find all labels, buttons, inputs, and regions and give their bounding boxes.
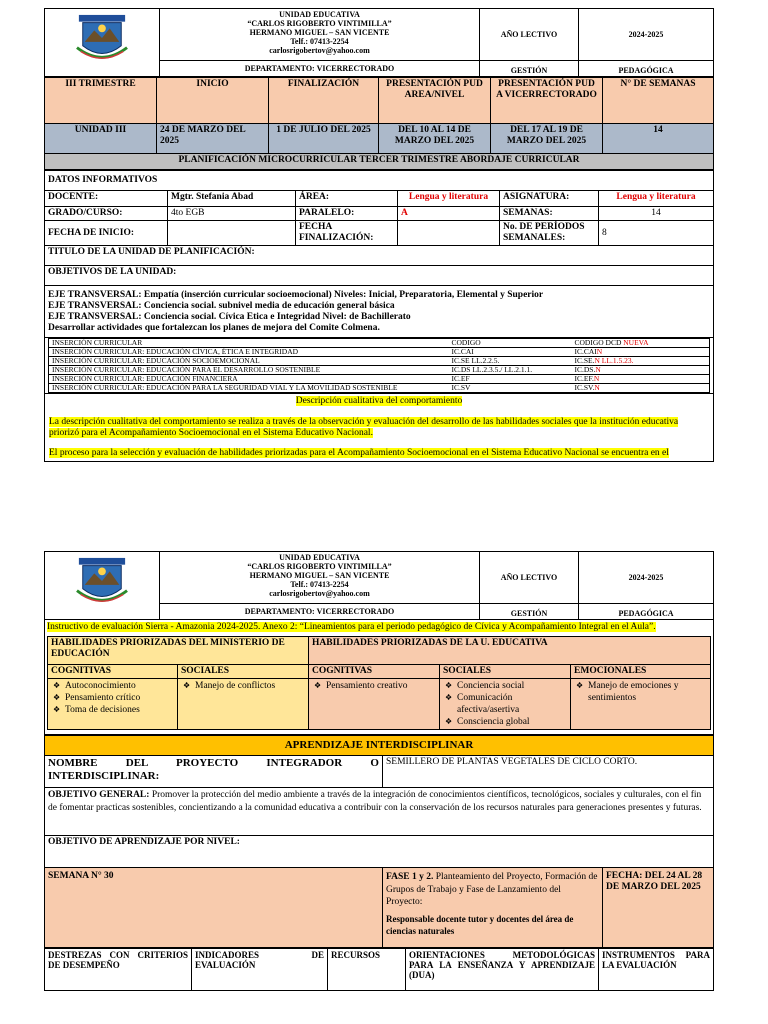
insercion-code: IC.SV	[451, 383, 471, 392]
schedule-header: PRESENTACIÓN PUD A VICERRECTORADO	[491, 78, 603, 124]
page-1	[44, 8, 714, 462]
periodos-label: No. DE PERÍODOS SEMANALES:	[500, 221, 599, 246]
responsable-note: Responsable docente tutor y docentes del área de ciencias naturales	[386, 913, 574, 936]
instructivo-note: Instructivo de evaluación Sierra - Amazonia 2024-2025. Anexo 2: “Lineamientos para el periodo pedagógico de Cívica y Acompañamiento Integral en el Aula”.	[47, 622, 656, 632]
insercion-code: IC.DS LL.2.3.5./ LL.2.1.1.	[451, 365, 533, 374]
schedule-value: UNIDAD III	[45, 124, 157, 154]
list-item: ❖ Autoconocimiento	[65, 680, 174, 692]
list-item: ❖ Manejo de emociones y sentimientos	[588, 680, 707, 704]
schedule-header: INICIO	[157, 78, 269, 124]
aprendizaje-interdisciplinar-title: APRENDIZAJE INTERDISCIPLINAR	[45, 736, 714, 756]
schedule-value: 14	[603, 124, 714, 154]
department: DEPARTAMENTO: VICERRECTORADO	[160, 61, 480, 77]
objetivo-general: OBJETIVO GENERAL: Promover la protección del medio ambiente a través de la integración de conocimientos científicos, tecnológicos, sociales y culturales, con el fin de fomentar practicas sostenibles, concientizando a la comunidad educativa a contribuir con la conservación de los recursos naturales para generaciones presentes y futuras.	[45, 788, 714, 836]
schedule-header: PRESENTACIÓN PUD AREA/NIVEL	[379, 78, 491, 124]
insercion-code: IC.CAI	[451, 347, 474, 356]
proyecto-label: NOMBRE DEL PROYECTO INTEGRADOR O INTERDISCIPLINAR:	[45, 756, 383, 788]
col-orientaciones: ORIENTACIONES METODOLÓGICAS PARA LA ENSEÑANZA Y APRENDIZAJE (DUA)	[406, 949, 599, 991]
header-line: “CARLOS RIGOBERTO VINTIMILLA”	[247, 19, 392, 28]
header-line: “CARLOS RIGOBERTO VINTIMILLA”	[247, 562, 392, 571]
list-item: ❖ Pensamiento creativo	[326, 680, 436, 692]
section-datos-informativos: DATOS INFORMATIVOS	[45, 171, 714, 191]
asignatura-label: ASIGNATURA:	[500, 191, 599, 207]
area-value: Lengua y literatura	[398, 191, 500, 207]
asignatura-value: Lengua y literatura	[599, 191, 714, 207]
col-recursos: RECURSOS	[328, 949, 406, 991]
paralelo-label: PARALELO:	[296, 207, 398, 221]
descripcion-paragraph: El proceso para la selección y evaluación de habilidades priorizadas para el Acompañamiento Socioemocional en el Sistema Educativo Nacional se encuentra en el	[49, 448, 669, 458]
proyecto-table	[44, 735, 714, 948]
min-cognitivas-list	[48, 679, 178, 730]
header-line: carlosrigobertov@yahoo.com	[269, 46, 370, 55]
table-row	[49, 384, 710, 393]
eje-line: EJE TRANSVERSAL: Conciencia social. subnivel media de educación general básica	[48, 301, 395, 311]
area-label: ÁREA:	[296, 191, 398, 207]
pedagogica-label: PEDAGÓGICA	[579, 604, 714, 620]
school-header	[44, 551, 714, 620]
department: DEPARTAMENTO: VICERRECTORADO	[160, 604, 480, 620]
list-item: ❖ Conciencia social	[457, 680, 567, 692]
proyecto-value: SEMILLERO DE PLANTAS VEGETALES DE CICLO CORTO.	[383, 756, 714, 788]
ano-lectivo-label: AÑO LECTIVO	[480, 9, 579, 61]
insercion-code: IC.SE LL.2.2.5.	[451, 356, 500, 365]
ano-lectivo-value: 2024-2025	[579, 9, 714, 61]
insercion-header: INSERCIÓN CURRICULAR	[52, 338, 143, 347]
header-line: UNIDAD EDUCATIVA	[279, 553, 360, 562]
header-line: carlosrigobertov@yahoo.com	[269, 589, 370, 598]
school-logo-cell	[45, 552, 160, 620]
school-header	[44, 8, 714, 77]
insercion-cell	[45, 338, 714, 394]
header-line: HERMANO MIGUEL – SAN VICENTE	[249, 571, 390, 580]
header-line: Telf.: 07413-2254	[290, 580, 349, 589]
fase-cell: FASE 1 y 2. Planteamiento del Proyecto, Formación de Grupos de Trabajo y Fase de Lanzamiento del Proyecto: Responsable docente tutor y docentes del área de ciencias naturales	[383, 868, 603, 948]
objetivo-nivel-label: OBJETIVO DE APRENDIZAJE POR NIVEL:	[45, 836, 714, 868]
fecha-fin-value	[398, 221, 500, 246]
schedule-value: 1 DE JULIO DEL 2025	[269, 124, 379, 154]
periodos-value: 8	[599, 221, 714, 246]
fecha-fin-label: FECHA FINALIZACIÓN:	[296, 221, 398, 246]
ano-lectivo-label: AÑO LECTIVO	[480, 552, 579, 604]
destrezas-header-table	[44, 948, 714, 991]
insercion-dcd: IC.EF.N	[574, 374, 600, 383]
insercion-dcd: IC.SV.N	[574, 383, 600, 392]
insercion-header: CODIGO DCD NUEVA	[574, 338, 649, 347]
school-crest-logo	[73, 13, 131, 65]
school-name-block	[160, 9, 480, 61]
fecha-inicio-value	[168, 221, 296, 246]
gestion-label: GESTIÓN	[480, 61, 579, 77]
header-line: HERMANO MIGUEL – SAN VICENTE	[249, 28, 390, 37]
col-instrumentos: INSTRUMENTOS PARA LA EVALUACIÓN	[599, 949, 714, 991]
ue-emocionales-header: EMOCIONALES	[571, 665, 711, 679]
ue-sociales-list	[440, 679, 571, 730]
min-sociales-header: SOCIALES	[178, 665, 309, 679]
descripcion-cell	[45, 394, 714, 462]
fecha-inicio-label: FECHA DE INICIO:	[45, 221, 168, 246]
eje-line: EJE TRANSVERSAL: Empatía (inserción curricular socioemocional) Niveles: Inicial, Preparatoria, Elemental y Superior	[48, 290, 544, 300]
ue-cognitivas-header: COGNITIVAS	[309, 665, 440, 679]
descripcion-paragraph: La descripción cualitativa del comportamiento se realiza a través de la observación y evaluación del desarrollo de las habilidades sociales que la institución educativa priorizó para el Acompañamiento Socioemocional en el Sistema Educativo Nacional.	[49, 417, 679, 438]
descripcion-title: Descripción cualitativa del comportamiento	[295, 396, 463, 406]
docente-label: DOCENTE:	[45, 191, 168, 207]
semanas-label: SEMANAS:	[500, 207, 599, 221]
col-indicadores: INDICADORES DE EVALUACIÓN	[192, 949, 328, 991]
paralelo-value: A	[398, 207, 500, 221]
schedule-value: DEL 17 AL 19 DE MARZO DEL 2025	[491, 124, 603, 154]
hab-ue-header: HABILIDADES PRIORIZADAS DE LA U. EDUCATIVA	[309, 637, 711, 665]
ue-sociales-header: SOCIALES	[440, 665, 571, 679]
titulo-unidad-label: TITULO DE LA UNIDAD DE PLANIFICACIÓN:	[45, 246, 714, 266]
docente-value: Mgtr. Stefania Abad	[168, 191, 296, 207]
school-name-block	[160, 552, 480, 604]
ano-lectivo-value: 2024-2025	[579, 552, 714, 604]
list-item: ❖ Toma de decisiones	[65, 704, 174, 716]
header-line: Telf.: 07413-2254	[290, 37, 349, 46]
insercion-code: IC.EF	[451, 374, 470, 383]
insercion-dcd: IC.SE.N LL.1.5.23.	[574, 356, 634, 365]
insercion-header: CODIGO	[451, 338, 481, 347]
header-line: UNIDAD EDUCATIVA	[279, 10, 360, 19]
ue-cognitivas-list	[309, 679, 440, 730]
ue-emocionales-list	[571, 679, 711, 730]
hab-ministerio-header: HABILIDADES PRIORIZADAS DEL MINISTERIO DE EDUCACIÓN	[48, 637, 309, 665]
min-cognitivas-header: COGNITIVAS	[48, 665, 178, 679]
col-destrezas: DESTREZAS CON CRITERIOS DE DESEMPEÑO	[45, 949, 192, 991]
insercion-name: INSERCIÓN CURRICULAR: EDUCACIÓN SOCIOEMOCIONAL	[52, 356, 260, 365]
min-sociales-list	[178, 679, 309, 730]
grado-value: 4to EGB	[168, 207, 296, 221]
insercion-dcd: IC.DS.N	[574, 365, 601, 374]
semana-label: SEMANA N° 30	[45, 868, 383, 948]
schedule-value: 24 DE MARZO DEL 2025	[157, 124, 269, 154]
ejes-transversales	[45, 286, 714, 338]
grado-label: GRADO/CURSO:	[45, 207, 168, 221]
schedule-header: N° DE SEMANAS	[603, 78, 714, 124]
schedule-table	[44, 77, 714, 170]
fecha-semana: FECHA: DEL 24 AL 28 DE MARZO DEL 2025	[603, 868, 714, 948]
insercion-name: INSERCIÓN CURRICULAR: EDUCACIÓN PARA EL DESARROLLO SOSTENIBLE	[52, 365, 321, 374]
eje-line: Desarrollar actividades que fortalezcan los planes de mejora del Comite Colmena.	[48, 323, 380, 333]
schedule-header: III TRIMESTRE	[45, 78, 157, 124]
list-item: ❖ Consciencia global	[457, 716, 567, 728]
list-item: ❖ Comunicación afectiva/asertiva	[457, 692, 567, 716]
page-2	[44, 551, 714, 991]
school-logo-cell	[45, 9, 160, 77]
insercion-table	[48, 338, 710, 393]
insercion-dcd: IC.CAIN	[574, 347, 603, 356]
eje-line: EJE TRANSVERSAL: Conciencia social. Cívica Etica e Integridad Nivel: de Bachillerato	[48, 312, 411, 322]
insercion-name: INSERCIÓN CURRICULAR: EDUCACIÓN PARA LA SEGURIDAD VIAL Y LA MOVILIDAD SOSTENIBLE	[52, 383, 398, 392]
schedule-header: FINALIZACIÓN	[269, 78, 379, 124]
list-item: ❖ Manejo de conflictos	[195, 680, 305, 692]
habilidades-table	[47, 636, 711, 730]
objetivos-unidad-label: OBJETIVOS DE LA UNIDAD:	[45, 266, 714, 286]
schedule-value: DEL 10 AL 14 DE MARZO DEL 2025	[379, 124, 491, 154]
info-table	[44, 170, 714, 462]
semanas-value: 14	[599, 207, 714, 221]
school-crest-logo	[73, 556, 131, 608]
plan-title: PLANIFICACIÓN MICROCURRICULAR TERCER TRIMESTRE ABORDAJE CURRICULAR	[45, 154, 714, 170]
insercion-name: INSERCIÓN CURRICULAR: EDUCACIÓN FINANCIERA	[52, 374, 238, 383]
pedagogica-label: PEDAGÓGICA	[579, 61, 714, 77]
gestion-label: GESTIÓN	[480, 604, 579, 620]
habilidades-block	[44, 620, 714, 735]
insercion-name: INSERCIÓN CURRICULAR: EDUCACIÓN CÍVICA, ÉTICA E INTEGRIDAD	[52, 347, 299, 356]
list-item: ❖ Pensamiento crítico	[65, 692, 174, 704]
